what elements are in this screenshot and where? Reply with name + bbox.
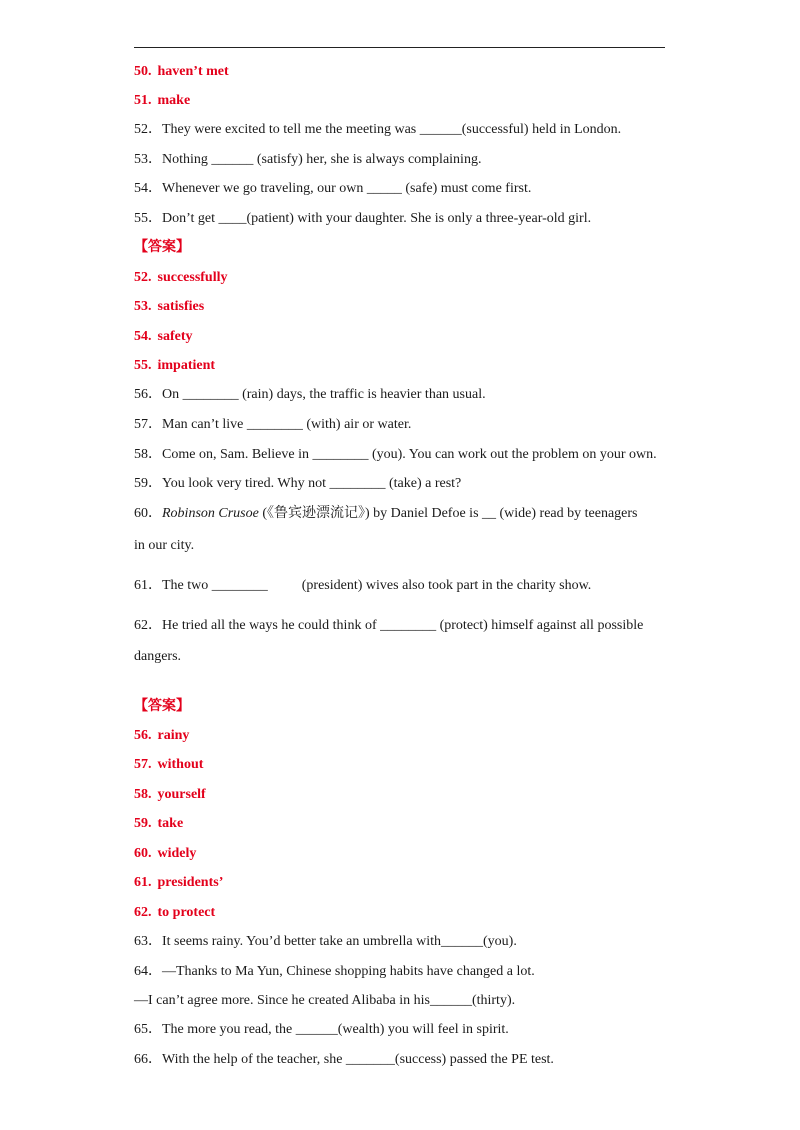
answer-55: 55. impatient xyxy=(134,358,216,373)
answer-50: 50. haven’t met xyxy=(134,64,229,79)
answer-56: 56. rainy xyxy=(134,728,190,743)
answer-54: 54. safety xyxy=(134,329,193,344)
header-rule xyxy=(134,47,665,48)
question-62-continued: dangers. xyxy=(134,649,182,664)
question-58: 58．Come on, Sam. Believe in ________ (you). You can work out the problem on your own. xyxy=(134,447,657,462)
answer-header: 【答案】 xyxy=(134,240,190,255)
question-57: 57．Man can’t live ________ (with) air or water. xyxy=(134,417,412,432)
question-62: 62．He tried all the ways he could think of ________ (protect) himself against all possible xyxy=(134,618,644,633)
answer-59: 59. take xyxy=(134,816,184,831)
answer-58: 58. yourself xyxy=(134,787,206,802)
question-66: 66．With the help of the teacher, she _______(success) passed the PE test. xyxy=(134,1052,554,1067)
answer-header: 【答案】 xyxy=(134,699,190,714)
question-56: 56．On ________ (rain) days, the traffic is heavier than usual. xyxy=(134,387,486,402)
question-54: 54．Whenever we go traveling, our own _____ (safe) must come first. xyxy=(134,181,532,196)
question-55: 55．Don’t get ____(patient) with your daughter. She is only a three-year-old girl. xyxy=(134,211,592,226)
question-60: 60．Robinson Crusoe (《鲁宾逊漂流记》) by Daniel Defoe is __ (wide) read by teenagers xyxy=(134,506,638,521)
question-60-continued: in our city. xyxy=(134,538,195,553)
question-64-reply: —I can’t agree more. Since he created Alibaba in his______(thirty). xyxy=(134,993,516,1008)
question-53: 53．Nothing ______ (satisfy) her, she is always complaining. xyxy=(134,152,482,167)
answer-61: 61. presidents’ xyxy=(134,875,224,890)
answer-51: 51. make xyxy=(134,93,191,108)
answer-52: 52. successfully xyxy=(134,270,228,285)
answer-53: 53. satisfies xyxy=(134,299,205,314)
question-64: 64．—Thanks to Ma Yun, Chinese shopping habits have changed a lot. xyxy=(134,964,535,979)
answer-60: 60. widely xyxy=(134,846,197,861)
question-63: 63．It seems rainy. You’d better take an umbrella with______(you). xyxy=(134,934,517,949)
question-59: 59．You look very tired. Why not ________ (take) a rest? xyxy=(134,476,462,491)
answer-62: 62. to protect xyxy=(134,905,216,920)
question-52: 52．They were excited to tell me the meeting was ______(successful) held in London. xyxy=(134,122,622,137)
question-61: 61．The two ________ (president) wives also took part in the charity show. xyxy=(134,578,592,593)
book-title: Robinson Crusoe xyxy=(162,506,259,521)
question-65: 65．The more you read, the ______(wealth) you will feel in spirit. xyxy=(134,1022,509,1037)
answer-57: 57. without xyxy=(134,757,204,772)
